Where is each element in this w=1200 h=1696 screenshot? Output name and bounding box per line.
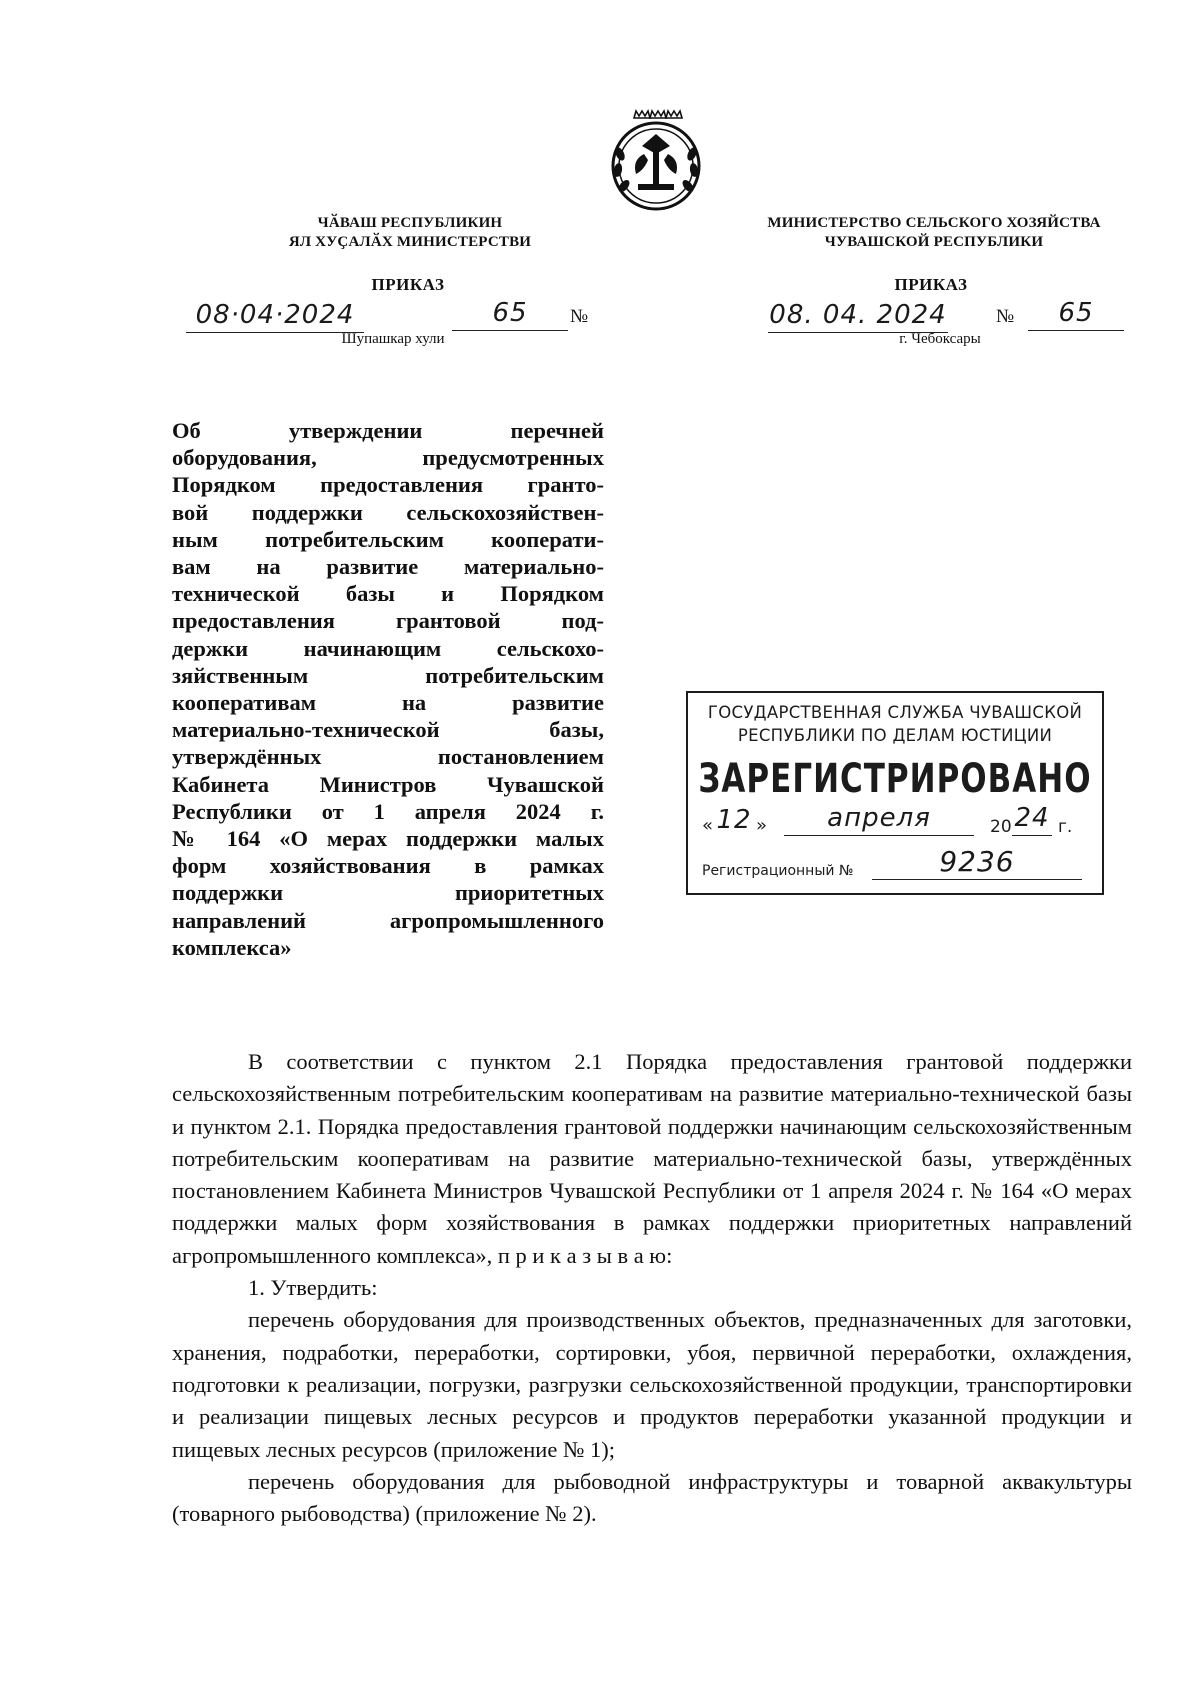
right-number-handwritten: 65 — [1028, 296, 1124, 331]
stamp-day: 12 — [716, 805, 752, 835]
body-paragraph-list2: перечень оборудования для рыбоводной инфраструктуры и товарной аквакультуры (товарного рыбоводства) (приложение № 2). — [172, 1468, 1132, 1527]
stamp-line1: ГОСУДАРСТВЕННАЯ СЛУЖБА ЧУВАШСКОЙ — [707, 703, 1083, 722]
title-line: Кабинета Министров Чувашской — [172, 771, 604, 797]
left-number-sign: № — [570, 306, 589, 327]
stamp-line2: РЕСПУБЛИКИ ПО ДЕЛАМ ЮСТИЦИИ — [737, 726, 1053, 745]
right-org-line1: МИНИСТЕРСТВО СЕЛЬСКОГО ХОЗЯЙСТВА — [767, 215, 1101, 231]
order-title — [172, 417, 604, 961]
left-org-line1: ЧӐВАШ РЕСПУБЛИКИН — [317, 215, 503, 231]
right-order-label: ПРИКАЗ — [894, 275, 968, 294]
title-line: оборудования, предусмотренных — [172, 445, 604, 471]
title-line: комплекса» — [172, 934, 292, 960]
stamp-year-suffix: 24 — [1012, 803, 1052, 836]
order-body — [172, 1046, 1132, 1530]
title-line: вой поддержки сельскохозяйствен- — [172, 499, 604, 525]
right-number-sign: № — [996, 306, 1015, 327]
title-line: держки начинающим сельскохо- — [172, 635, 604, 661]
body-paragraph-preamble: В соответствии с пунктом 2.1 Порядка предоставления грантовой поддержки сельскохозяйственным потребительским кооперативам на развитие материально-технической базы и пунктом 2.1. Порядка предоставления грантовой поддержки начинающим сельскохозяйственным потребительским кооперативам на развитие материально-технической базы, утверждённых постановлением Кабинета Министров Чувашской Республики от 1 апреля 2024 г. № 164 «О мерах поддержки малых форм хозяйствования в рамках поддержки приоритетных направлений агропромышленного комплекса», п р и к а з ы в а ю: — [172, 1049, 1132, 1268]
title-line: форм хозяйствования в рамках — [172, 853, 604, 879]
stamp-year-g: г. — [1058, 817, 1073, 837]
title-line: вам на развитие материально- — [172, 554, 604, 580]
stamp-month: апреля — [784, 803, 974, 836]
left-city: Шупашкар хули — [341, 331, 445, 347]
right-org-line2: ЧУВАШСКОЙ РЕСПУБЛИКИ — [824, 234, 1044, 250]
body-paragraph-list1: перечень оборудования для производственных объектов, предназначенных для заготовки, хранения, подработки, переработки, сортировки, убоя, первичной переработки, охлаждения, подготовки к реализации, погрузки, разгрузки сельскохозяйственной продукции, транспортировки и реализации пищевых лесных ресурсов и продуктов переработки указанной продукции и пищевых лесных ресурсов (приложение № 1); — [172, 1307, 1132, 1462]
title-line: предоставления грантовой под- — [172, 608, 604, 634]
stamp-reg-number: 9236 — [872, 845, 1082, 880]
title-line: № 164 «О мерах поддержки малых — [172, 826, 604, 852]
title-line: направлений агропромышленного — [172, 907, 604, 933]
right-city: г. Чебоксары — [899, 331, 981, 347]
right-org-name — [744, 214, 1124, 252]
left-number-handwritten: 65 — [452, 296, 568, 331]
title-line: Порядком предоставления гранто- — [172, 472, 604, 498]
left-org-line2: ЯЛ ХУҪАЛӐХ МИНИСТЕРСТВИ — [288, 234, 532, 250]
title-line: зяйственным потребительским — [172, 662, 604, 688]
left-order-label: ПРИКАЗ — [371, 275, 445, 294]
title-line: кооперативам на развитие — [172, 690, 604, 716]
registration-stamp: ГОСУДАРСТВЕННАЯ СЛУЖБА ЧУВАШСКОЙ РЕСПУБЛИКИ ПО ДЕЛАМ ЮСТИЦИИ ЗАРЕГИСТРИРОВАНО « 12 » апреля 20 24 г. Регистрационный № 9236 — [686, 691, 1104, 895]
stamp-year-prefix: 20 — [990, 817, 1012, 837]
title-line: Республики от 1 апреля 2024 г. — [172, 798, 604, 824]
title-line: Об утверждении перечней — [172, 418, 604, 443]
stamp-registered: ЗАРЕГИСТРИРОВАНО — [698, 755, 1092, 803]
coat-of-arms-emblem — [604, 104, 708, 214]
right-date-handwritten: 08. 04. 2024 — [768, 298, 948, 333]
title-line: технической базы и Порядком — [172, 581, 604, 607]
title-line: ным потребительским кооперати- — [172, 526, 604, 552]
left-date-handwritten: 08·04·2024 — [186, 298, 364, 333]
left-org-name — [240, 214, 580, 252]
title-line: утверждённых постановлением — [172, 744, 604, 770]
stamp-reg-label: Регистрационный № — [702, 863, 854, 879]
body-paragraph-item1: 1. Утвердить: — [248, 1275, 378, 1301]
title-line: поддержки приоритетных — [172, 880, 604, 906]
title-line: материально-технической базы, — [172, 717, 604, 743]
